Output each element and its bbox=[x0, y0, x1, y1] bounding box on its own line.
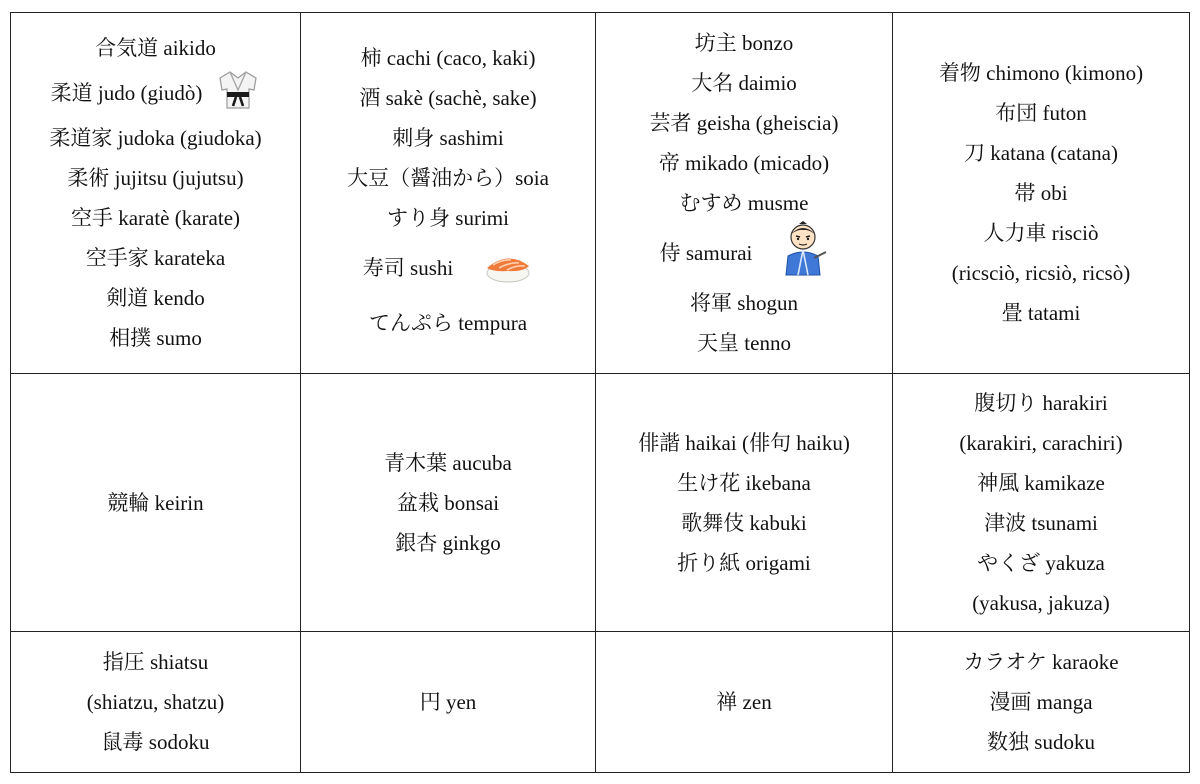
entry-katana: 刀 katana (catana) bbox=[964, 141, 1118, 165]
entry-sake: 酒 sakè (sachè, sake) bbox=[359, 86, 537, 110]
cell-martial-arts bbox=[11, 13, 301, 374]
entry-ikebana: 生け花 ikebana bbox=[677, 470, 811, 495]
entry-harakiri: 腹切り harakiri bbox=[974, 390, 1108, 415]
sushi-icon bbox=[483, 246, 533, 286]
entry-kendo: 剣道 kendo bbox=[106, 286, 205, 310]
entry-samurai-text: 侍 samurai bbox=[659, 241, 753, 265]
entry-mikado: 帝 mikado (micado) bbox=[658, 151, 830, 175]
entry-chimono: 着物 chimono (kimono) bbox=[938, 61, 1144, 85]
entry-sudoku: 数独 sudoku bbox=[987, 730, 1095, 754]
cell-health bbox=[11, 632, 301, 773]
entry-bonsai: 盆栽 bonsai bbox=[396, 490, 500, 515]
entry-sushi-text: 寿司 sushi bbox=[362, 256, 454, 280]
cell-misc bbox=[893, 374, 1190, 632]
entry-yakuza: やくざ yakuza bbox=[977, 550, 1105, 575]
entry-zen: 禅 zen bbox=[716, 690, 772, 714]
martial-arts-uniform-icon bbox=[216, 68, 260, 112]
entry-kabuki: 歌舞伎 kabuki bbox=[681, 510, 807, 535]
entry-karate: 空手 karatè (karate) bbox=[70, 206, 241, 230]
cell-currency bbox=[301, 632, 596, 773]
entry-tempura: てんぷら tempura bbox=[368, 311, 528, 335]
entry-sushi bbox=[305, 238, 591, 298]
entry-sumo: 相撲 sumo bbox=[109, 326, 202, 350]
entry-manga: 漫画 manga bbox=[989, 690, 1093, 714]
cell-objects bbox=[893, 13, 1190, 374]
entry-cachi: 柿 cachi (caco, kaki) bbox=[360, 46, 536, 70]
entry-geisha: 芸者 geisha (gheiscia) bbox=[649, 111, 839, 135]
entry-sodoku: 鼠毒 sodoku bbox=[101, 730, 210, 754]
cell-plants bbox=[301, 374, 596, 632]
entry-keirin: 競輪 keirin bbox=[107, 490, 204, 515]
entry-shiatsu-variants: (shiatzu, shatzu) bbox=[86, 690, 225, 714]
entry-sashimi: 刺身 sashimi bbox=[392, 126, 504, 150]
entry-tenno: 天皇 tenno bbox=[697, 331, 791, 355]
entry-obi: 帯 obi bbox=[1014, 181, 1068, 205]
entry-riscio-variants: (ricsciò, ricsiò, ricsò) bbox=[951, 261, 1131, 285]
entry-musme: むすめ musme bbox=[679, 191, 809, 215]
entry-aucuba: 青木葉 aucuba bbox=[384, 450, 512, 475]
entry-tatami: 畳 tatami bbox=[1001, 301, 1081, 325]
cell-arts bbox=[596, 374, 893, 632]
entry-samurai bbox=[600, 223, 888, 283]
entry-soia: 大豆（醤油から）soia bbox=[347, 166, 549, 190]
entry-surimi: すり身 surimi bbox=[387, 206, 509, 230]
entry-jujitsu: 柔術 jujitsu (jujutsu) bbox=[67, 166, 244, 190]
entry-futon: 布団 futon bbox=[995, 101, 1087, 125]
table-row bbox=[11, 632, 1190, 773]
entry-shogun: 将軍 shogun bbox=[690, 291, 798, 315]
table-row bbox=[11, 13, 1190, 374]
entry-daimio: 大名 daimio bbox=[691, 71, 797, 95]
entry-bonzo: 坊主 bonzo bbox=[694, 31, 794, 55]
cell-religion bbox=[596, 632, 893, 773]
entry-karateka: 空手家 karateka bbox=[85, 246, 226, 270]
entry-judo-text: 柔道 judo (giudò) bbox=[50, 81, 203, 105]
entry-judo bbox=[15, 68, 296, 118]
samurai-icon bbox=[778, 220, 828, 276]
entry-ginkgo: 銀杏 ginkgo bbox=[395, 530, 501, 555]
entry-karaoke: カラオケ karaoke bbox=[963, 650, 1119, 674]
entry-aikido: 合気道 aikido bbox=[95, 36, 216, 60]
entry-yakuza-variants: (yakusa, jakuza) bbox=[972, 590, 1110, 615]
entry-riscio: 人力車 risciò bbox=[983, 221, 1099, 245]
cell-people bbox=[596, 13, 893, 374]
entry-haikai: 俳諧 haikai (俳句 haiku) bbox=[638, 430, 850, 455]
entry-origami: 折り紙 origami bbox=[677, 550, 811, 575]
entry-judoka: 柔道家 judoka (giudoka) bbox=[49, 126, 262, 150]
cell-entertainment bbox=[893, 632, 1190, 773]
cell-food bbox=[301, 13, 596, 374]
loanwords-table bbox=[10, 12, 1190, 773]
entry-tsunami: 津波 tsunami bbox=[984, 510, 1098, 535]
entry-shiatsu: 指圧 shiatsu bbox=[102, 650, 209, 674]
entry-kamikaze: 神風 kamikaze bbox=[977, 470, 1105, 495]
entry-yen: 円 yen bbox=[419, 690, 477, 714]
entry-harakiri-variants: (karakiri, carachiri) bbox=[959, 430, 1123, 455]
cell-sport bbox=[11, 374, 301, 632]
table-row bbox=[11, 374, 1190, 632]
